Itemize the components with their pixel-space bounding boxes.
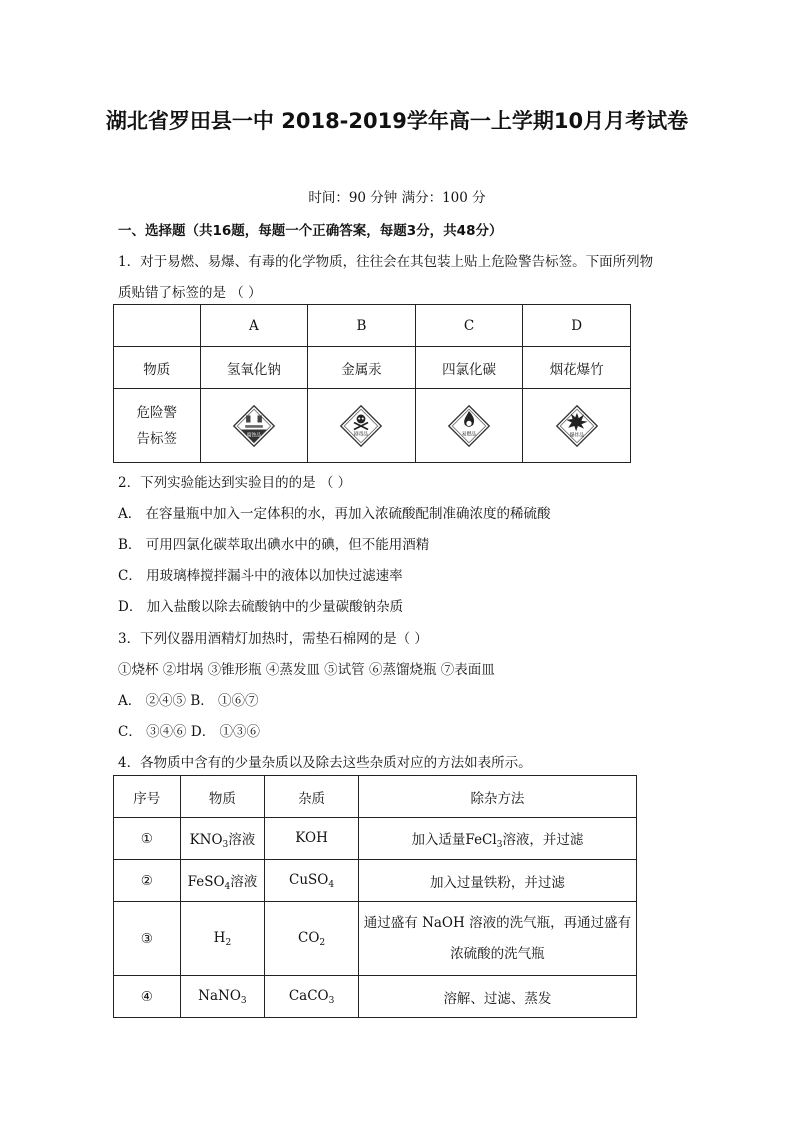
q4-row2-substance-tail: 溶液 [230,873,258,890]
q4-row4-substance [180,976,265,1018]
q1-substance-c: 四氯化碳 [415,347,523,389]
q2-option-d: D． 加入盐酸以除去硫酸钠中的少量碳酸钠杂质 [118,599,404,615]
q4-row3-substance-main: H [213,929,226,946]
q4-row1-method-a: 加入适量FeCl [411,831,497,848]
q3-items: ①烧杯 ②坩埚 ③锥形瓶 ④蒸发皿 ⑤试管 ⑥蒸馏烧瓶 ⑦表面皿 [118,662,495,678]
q4-row3-impurity-sub: 2 [319,937,326,948]
q1-corner-cell [114,305,201,347]
hazard-label-b: 剧毒品 [354,432,369,438]
hazard-label-d: 爆炸品 [569,433,584,439]
q2-stem: 2．下列实验能达到实验目的的是 （ ） [118,475,352,491]
q3-options-cd: C． ③④⑥ D． ①③⑥ [118,724,261,740]
q1-hazard-c [415,389,523,463]
q4-row1-substance-main: KNO [189,831,223,848]
section-heading: 一、选择题（共16题，每题一个正确答案，每题3分，共48分） [118,223,503,239]
page-title: 湖北省罗田县一中 2018-2019学年高一上学期10月月考试卷 [105,109,689,133]
q4-row4-substance-main: NaNO [198,987,241,1004]
q4-table [113,775,637,1018]
q4-row4-no: ④ [114,976,181,1018]
table-row [114,976,637,1018]
q4-row1-substance-sub: 3 [222,839,229,850]
q4-row3-method [358,902,636,976]
q4-row2-impurity-main: CuSO [289,871,329,888]
q4-row1-method-sub: 3 [496,839,503,850]
q4-header-impurity: 杂质 [265,776,359,818]
q4-row3-substance-sub: 2 [225,937,232,948]
q4-row1-method-b: 溶液，并过滤 [502,831,584,848]
q4-row1-impurity [265,818,359,860]
exam-info: 时间：90 分钟 满分：100 分 [308,190,486,206]
q4-row2-no: ② [114,860,181,902]
q4-header-substance: 物质 [180,776,265,818]
q1-hazard-d [523,389,631,463]
q4-row1-no: ① [114,818,181,860]
hazard-label-a: 腐蚀品 [246,433,262,439]
q1-stem-line2: 质贴错了标签的是 （ ） [118,285,262,301]
q1-substance-a: 氢氧化钠 [200,347,308,389]
q1-stem-line1: 1．对于易燃、易爆、有毒的化学物质，往往会在其包装上贴上危险警告标签。下面所列物 [118,254,654,270]
q4-header-method: 除杂方法 [358,776,636,818]
q4-row2-impurity-sub: 4 [328,879,335,890]
q4-row1-substance [180,818,265,860]
q1-option-c: C [415,305,523,347]
table-row [114,902,637,976]
q4-row3-method-line1: 通过盛有 NaOH 溶液的洗气瓶，再通过盛有 [363,914,632,931]
q1-table [113,304,631,463]
q4-row3-method-line2: 浓硫酸的洗气瓶 [450,945,545,962]
q1-substance-d: 烟花爆竹 [523,347,631,389]
q4-row2-method: 加入过量铁粉，并过滤 [358,860,636,902]
q1-option-b: B [308,305,416,347]
q4-row2-substance-sub: 4 [224,881,231,892]
q4-row4-substance-sub: 3 [240,995,247,1006]
q1-hazard-a [200,389,308,463]
table-row [114,818,637,860]
hazard-label-c: 易燃品 [461,432,477,438]
q3-stem: 3．下列仪器用酒精灯加热时，需垫石棉网的是（ ） [118,631,428,647]
q4-header-no: 序号 [114,776,181,818]
q1-label-header-line1: 危险警 [136,404,178,421]
q2-option-b: B． 可用四氯化碳萃取出碘水中的碘，但不能用酒精 [118,537,430,553]
q4-stem: 4．各物质中含有的少量杂质以及除去这些杂质对应的方法如表所示。 [118,755,532,771]
q1-option-a: A [200,305,308,347]
q4-row3-substance [180,902,265,976]
q1-substance-b: 金属汞 [308,347,416,389]
q4-row3-impurity [265,902,359,976]
q4-row3-impurity-main: CO [298,929,320,946]
skull-crossbones-icon [339,404,383,448]
corrosive-icon [232,404,276,448]
q1-substance-label: 物质 [114,347,201,389]
q4-row3-no: ③ [114,902,181,976]
q4-row2-substance [180,860,265,902]
table-row [114,860,637,902]
q2-option-c: C． 用玻璃棒搅拌漏斗中的液体以加快过滤速率 [118,568,403,584]
q1-label-header-line2: 告标签 [136,430,178,447]
q4-row4-impurity-main: CaCO [288,987,329,1004]
q3-options-ab: A． ②④⑤ B． ①⑥⑦ [118,693,259,709]
q4-row4-impurity-sub: 3 [328,995,335,1006]
flame-icon [447,404,491,448]
q4-row2-impurity [265,860,359,902]
q4-row1-impurity-main: KOH [295,829,328,846]
q4-row4-impurity [265,976,359,1018]
q4-row1-substance-tail: 溶液 [228,831,256,848]
q4-row4-method: 溶解、过滤、蒸发 [358,976,636,1018]
q1-option-d: D [523,305,631,347]
q4-row2-substance-main: FeSO [187,873,225,890]
explosion-icon [555,404,599,448]
q4-row1-method [358,818,636,860]
q1-label-header [114,389,201,463]
q1-hazard-b [308,389,416,463]
q2-option-a: A． 在容量瓶中加入一定体积的水，再加入浓硫酸配制准确浓度的稀硫酸 [118,506,551,522]
